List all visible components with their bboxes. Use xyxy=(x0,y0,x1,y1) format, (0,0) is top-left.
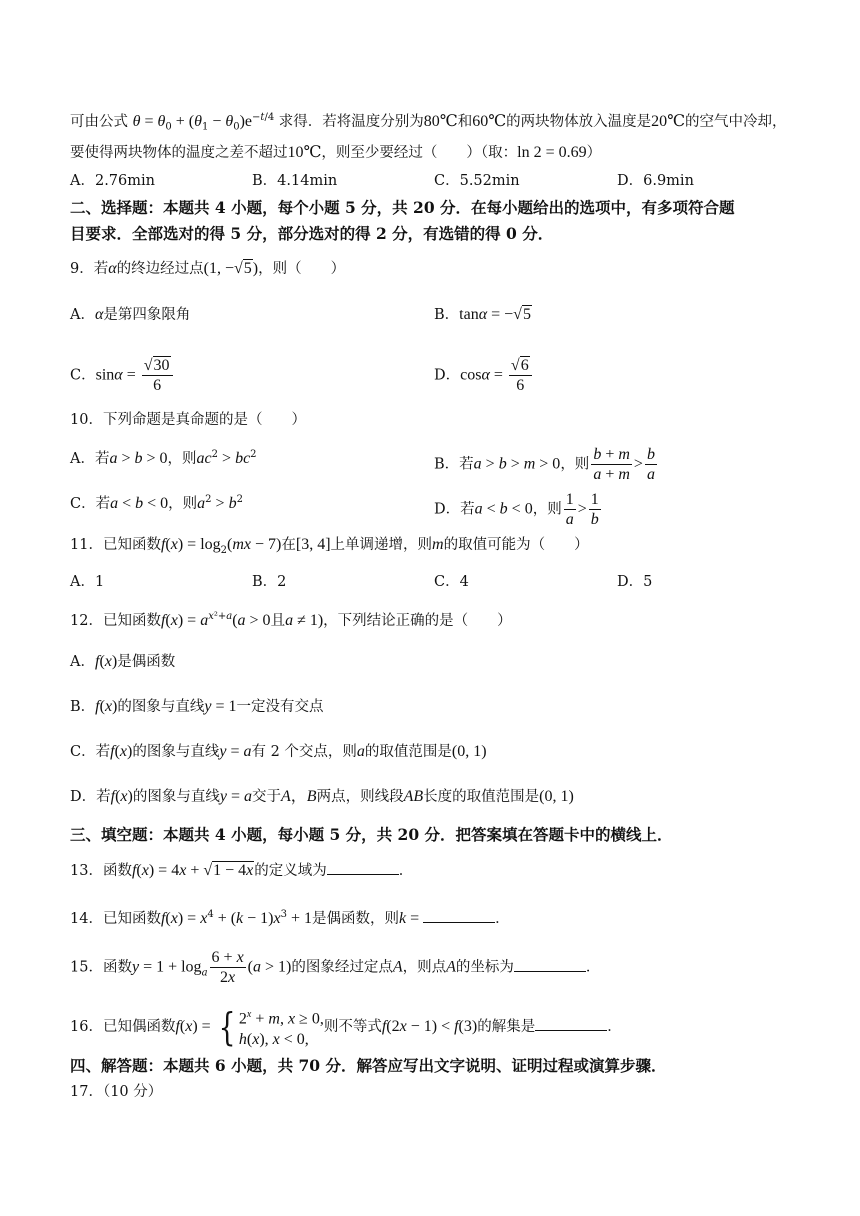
q8-line2: 要使得两块物体的温度之差不超过10℃，则至少要经过（ ）（取：ln 2 = 0.69） xyxy=(70,144,602,161)
q8-option-c: C．5.52min xyxy=(434,173,520,189)
q11-option-b: B．2 xyxy=(252,574,287,590)
q8-option-a: A．2.76min xyxy=(70,173,155,189)
q10-option-c: C．若a < b < 0，则$a^2 > b^2$ xyxy=(70,494,243,512)
q9-option-b: B．tanα = −√5 xyxy=(434,306,531,323)
q9-stem: 9．若α的终边经过点(1, −√5)，则（ ） xyxy=(70,260,346,277)
q12-option-d: D．若f(x)的图象与直线y = a交于A，B两点，则线段AB长度的取值范围是(0, 1) xyxy=(70,788,574,805)
q11-option-a: A．1 xyxy=(70,574,105,590)
q15: 15．函数$y = 1 + \log_a$ $\frac{6 + x}{2x}$ (a > 1)的图象经过定点A，则点A的坐标为 ． xyxy=(70,949,601,986)
q8-option-b: B．4.14min xyxy=(252,173,338,189)
q9-option-a: A．α是第四象限角 xyxy=(70,306,191,323)
q10-option-d: D．若a < b < 0，则 $\frac{1}{a}$ > $\frac{1}{b}$ xyxy=(434,491,599,528)
q12-option-a: A．f(x)是偶函数 xyxy=(70,653,176,670)
q11-option-d: D．5 xyxy=(617,574,653,590)
q8-line1: 可由公式 $\theta = \theta_0 + (\theta_1 - \theta_0)e^{-t/4}$ 求得．若将温度分别为80℃和60℃的两块物体放入温度是20℃的空气中冷却， xyxy=(70,112,787,133)
q12-option-b: B．f(x)的图象与直线y = 1一定没有交点 xyxy=(70,698,324,715)
section4-heading: 四、解答题：本题共 6 小题，共 70 分．解答应写出文字说明、证明过程或演算步骤． xyxy=(70,1056,667,1075)
q17-label: 17．（10 分） xyxy=(70,1084,163,1100)
q10-stem: 10．下列命题是真命题的是（ ） xyxy=(70,412,306,428)
q14: 14．已知函数$f(x) = x^4 + (k - 1)x^3 + 1$是偶函数，则k = ． xyxy=(70,909,510,927)
section3-heading: 三、填空题：本题共 4 小题，每小题 5 分，共 20 分．把答案填在答题卡中的横线上． xyxy=(70,825,673,844)
q13: 13．函数f(x) = 4x + √1 − 4x的定义域为 ． xyxy=(70,862,414,879)
q16-answer-blank[interactable] xyxy=(535,1016,607,1031)
q12-stem: 12．已知函数$f(x) = a^{x^2+a}(a > 0$且a ≠ 1)，下列结论正确的是（ ） xyxy=(70,611,512,629)
q10-option-b: B．若a > b > m > 0，则 $\frac{b + m}{a + m}$ > $\frac{b}{a}$ xyxy=(434,446,655,483)
q12-option-c: C．若f(x)的图象与直线y = a有 2 个交点，则a的取值范围是(0, 1) xyxy=(70,743,487,760)
q10-option-a: A．若a > b > 0，则$ac^2 > bc^2$ xyxy=(70,449,257,467)
q9-option-d: D．cosα = $\frac{√6}{6}$ xyxy=(434,356,534,395)
q14-answer-blank[interactable] xyxy=(423,908,495,923)
q9-option-c: C．sinα = $\frac{√30}{6}$ xyxy=(70,356,175,395)
q8-option-d: D．6.9min xyxy=(617,173,694,189)
q11-stem: 11．已知函数$f(x) = \log_2(mx - 7)$在[3, 4]上单调递增，则m的取值可能为（ ） xyxy=(70,536,589,556)
q15-answer-blank[interactable] xyxy=(514,957,586,972)
q11-option-c: C．4 xyxy=(434,574,469,590)
q13-answer-blank[interactable] xyxy=(327,860,399,875)
q16: 16．已知偶函数f(x) = { $2^x + m$, x ≥ 0, h(x), x < 0, 则不等式f(2x − 1) < f(3)的解集是 ． xyxy=(70,1005,622,1050)
section2-heading-line1: 二、选择题：本题共 4 小题，每个小题 5 分，共 20 分．在每小题给出的选项中，有多项符合题 xyxy=(70,198,735,217)
section2-heading-line2: 目要求．全部选对的得 5 分，部分选对的得 2 分，有选错的得 0 分． xyxy=(70,224,554,243)
